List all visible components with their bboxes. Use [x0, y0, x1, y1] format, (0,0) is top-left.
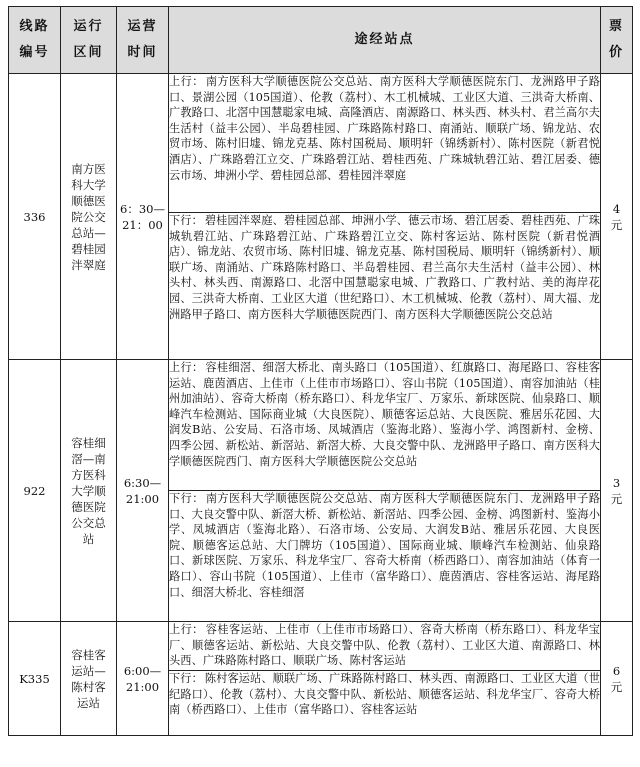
operating-hours: 6：30— 21：00 — [117, 74, 169, 360]
stop-list: 容桂细滘、细滘大桥北、南头路口（105国道）、红旗路口、海尾路口、容桂客运站、鹿茵酒店、上佳市（上佳市市场路口）、容山书院（105国道）、南容加油站（桂州加油站）、容奇大桥南（桥东路口）、科龙华宝厂、万家乐、新球医院、仙泉路口、顺峰汽车检测站、国际商业城（大良医院）、顺德客运总站、大良医院、雅居乐花园、大润发B站、公安局、石洛市场、凤城酒店（鉴海北路）、鉴海小学、鸿图新村、金榜、四季公园、新松站、新滘站、新滘大桥、大良交警中队、龙洲路甲子路口、南方医科大学顺德医院西门、南方医科大学顺德医院公交总站 — [169, 361, 600, 468]
header-route-no: 线路 编号 — [9, 7, 61, 74]
operating-hours: 6:00— 21:00 — [117, 622, 169, 736]
route-number: 922 — [9, 360, 61, 622]
upbound-stops — [169, 360, 601, 491]
direction-label: 上行： — [169, 623, 204, 636]
downbound-stops — [169, 491, 601, 622]
fare: 4 元 — [601, 74, 633, 360]
fare: 3 元 — [601, 360, 633, 622]
upbound-stops — [169, 622, 601, 671]
route-interval: 容桂细 滘—南 方医科 大学顺 德医院 公交总 站 — [61, 360, 117, 622]
stop-list: 南方医科大学顺德医院公交总站、南方医科大学顺德医院东门、龙洲路甲子路口、大良交警中队、新滘大桥、新松站、新滘站、四季公园、金榜、鸿图新村、鉴海小学、凤城酒店（鉴海北路）、石洛市场、公安局、大润发B站、雅居乐花园、大良医院、顺德客运总站、大门牌坊（105国道）、国际商业城、顺峰汽车检测站、仙泉路口、新球医院、万家乐、科龙华宝厂、容奇大桥南（桥西路口）、南容加油站（体育一路口）、容山书院（105国道）、上佳市（富华路口）、鹿茵酒店、容桂客运站、海尾路口、细滘大桥北、容桂细滘 — [169, 492, 600, 599]
table-header-row — [9, 7, 633, 74]
downbound-stops — [169, 213, 601, 360]
header-interval: 运行 区间 — [61, 7, 117, 74]
stop-list: 陈村客运站、顺联广场、广珠路陈村路口、林头西、南源路口、工业区大道（世纪路口）、伦教（荔村）、大良交警中队、新松站、顺德客运站、科龙华宝厂、容奇大桥南（桥西路口）、上佳市（富华路口）、容桂客运站 — [169, 672, 600, 717]
route-k335-up-row — [9, 622, 633, 671]
stop-list: 碧桂园泮翠庭、碧桂园总部、坤洲小学、德云市场、碧江居委、碧桂西苑、广珠城轨碧江站、广珠路碧江站、广珠路碧江立交、陈村客运站、陈村医院（新君悦酒店）、锦龙站、农贸市场、陈村旧墟、锦龙克基、陈村国税局、顺明轩（锦绣新村）、顺联广场、南涌站、广珠路陈村路口、半岛碧桂园、君兰高尔夫生活村（益丰公园）、林头村、林头西、南源路口、北滘中国慧聪家电城、广教路口、广教村站、美的海岸花园、三洪奇大桥南、工业区大道（世纪路口）、木工机械城、伦教（荔村）、周大福、龙洲路甲子路口、南方医科大学顺德医院西门、南方医科大学顺德医院公交总站 — [169, 214, 600, 321]
header-fare: 票 价 — [601, 7, 633, 74]
header-stops: 途经站点 — [169, 7, 601, 74]
bus-route-table — [8, 6, 633, 736]
route-interval: 容桂客 运站— 陈村客 运站 — [61, 622, 117, 736]
route-table-page — [8, 6, 632, 736]
route-number: 336 — [9, 74, 61, 360]
direction-label: 下行： — [169, 672, 203, 685]
operating-hours: 6:30— 21:00 — [117, 360, 169, 622]
direction-label: 上行： — [169, 361, 204, 374]
route-number: K335 — [9, 622, 61, 736]
direction-label: 下行： — [169, 492, 204, 505]
route-336-up-row — [9, 74, 633, 213]
direction-label: 上行： — [169, 75, 204, 88]
upbound-stops — [169, 74, 601, 213]
route-interval: 南方医 科大学 顺德医 院公交 总站— 碧桂园 泮翠庭 — [61, 74, 117, 360]
stop-list: 南方医科大学顺德医院公交总站、南方医科大学顺德医院东门、龙洲路甲子路口、景湖公园（105国道）、伦教（荔村）、木工机械城、工业区大道、三洪奇大桥南、广教路口、北滘中国慧聪家电城、高隆酒店、南源路口、林头西、林头村、君兰高尔夫生活村（益丰公园）、半岛碧桂园、广珠路陈村路口、南涌站、顺联广场、锦龙站、农贸市场、陈村旧墟、锦龙克基、陈村国税局、顺明轩（锦绣新村）、陈村医院（新君悦酒店）、广珠路碧江立交、广珠路碧江站、碧桂西苑、广珠城轨碧江站、碧江居委、德云市场、坤洲小学、碧桂园总部、碧桂园泮翠庭 — [169, 75, 600, 182]
fare: 6 元 — [601, 622, 633, 736]
header-hours: 运营 时间 — [117, 7, 169, 74]
route-922-up-row — [9, 360, 633, 491]
stop-list: 容桂客运站、上佳市（上佳市市场路口）、容奇大桥南（桥东路口）、科龙华宝厂、顺德客运站、新松站、大良交警中队、伦教（荔村）、工业区大道、南源路口、林头西、广珠路陈村路口、顺联广场、陈村客运站 — [169, 623, 600, 668]
downbound-stops — [169, 671, 601, 736]
direction-label: 下行： — [169, 214, 203, 227]
